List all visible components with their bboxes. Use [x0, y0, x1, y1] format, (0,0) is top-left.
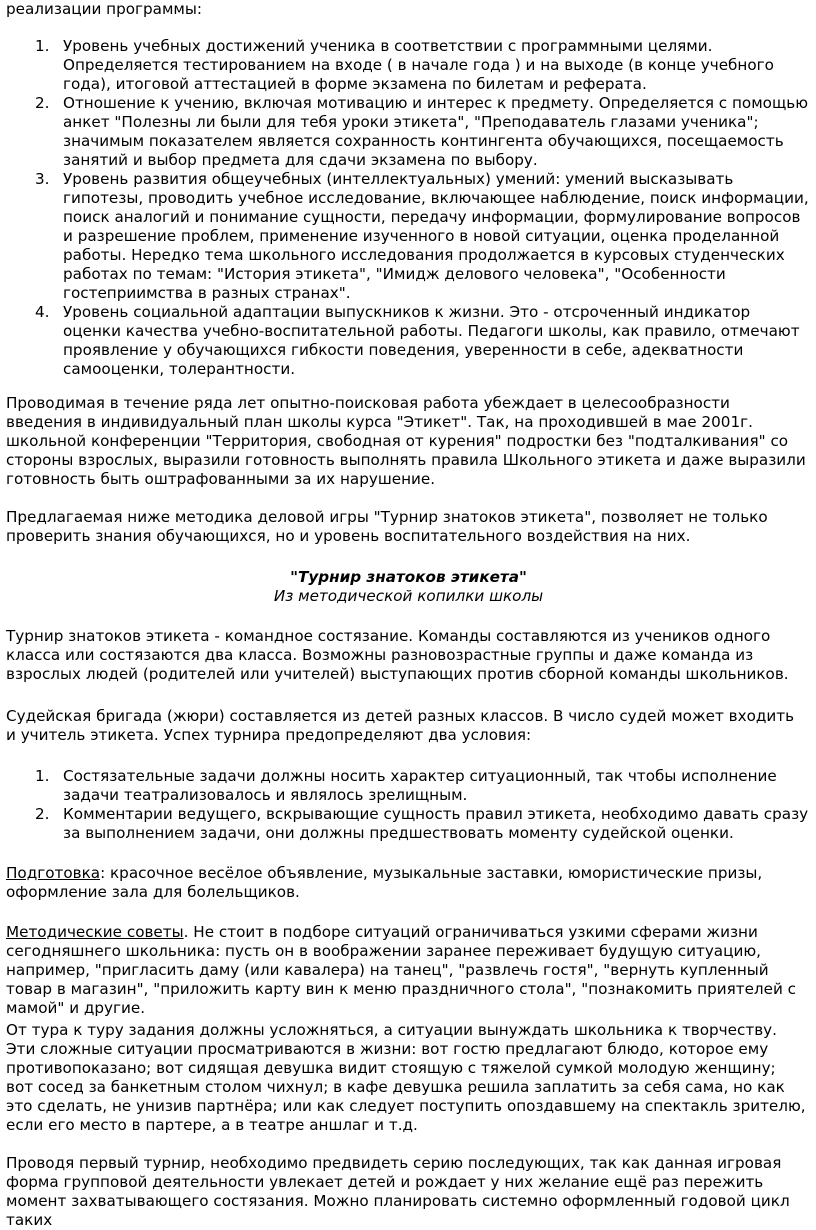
- list-item-number: 4.: [35, 303, 50, 321]
- list-item-text: Уровень социальной адаптации выпускников к жизни. Это - отсроченный индикатор оценки качества учебно-воспитательной работы. Педагоги школы, как правило, отмечают проявление у обучающихся гибкости поведения, уверенности в себе, адекватности самооценки, толерантности.: [63, 303, 800, 378]
- list-item-text: Уровень развития общеучебных (интеллектуальных) умений: умений высказывать гипотезы, проводить учебное исследование, включающее наблюдение, поиск информации, поиск аналогий и понимание сущности, передачу информации, формулирование вопросов и разрешение проблем, применение изученного в новой ситуации, оценка проделанной работы. Нередко тема школьного исследования продолжается в курсовых студенческих работах по темам: "История этикета", "Имидж делового человека", "Особенности гостеприимства в разных странах".: [63, 170, 809, 302]
- paragraph-preparation: [6, 864, 806, 902]
- paragraph-situations: От тура к туру задания должны усложняться, а ситуации вынуждать школьника к творчеству. Эти сложные ситуации просматриваются в жизни: вот гостю предлагают блюдо, которое ему противопоказано; вот сидящая девушка видит стоящую с тяжелой сумкой молодую женщину; вот сосед за банкетным столом чихнул; в кафе девушка решила заплатить за себя сама, но как это сделать, не унизив партнёра; или как следует поступить опоздавшему на спектакль зрителю, если его место в партере, а в театре аншлаг и т.д.: [6, 1021, 806, 1134]
- list-conditions: [6, 767, 811, 843]
- list-item: [6, 303, 811, 379]
- list-item-number: 1.: [35, 767, 50, 785]
- list-item-text: Уровень учебных достижений ученика в соответствии с программными целями. Определяется тестированием на входе ( в начале года ) и на выходе (в конце учебного года), итоговой аттестацией в форме экзамена по билетам и реферата.: [63, 37, 774, 93]
- preparation-label: Подготовка: [6, 864, 101, 882]
- list-item-number: 1.: [35, 37, 50, 55]
- paragraph-first-tournament: Проводя первый турнир, необходимо предвидеть серию последующих, так как данная игровая форма групповой деятельности увлекает детей и рождает у них желание ещё раз пережить момент захватывающего состязания. Можно планировать системно оформленный годовой цикл таких: [6, 1154, 790, 1229]
- paragraph-jury: Судейская бригада (жюри) составляется из детей разных классов. В число судей может входить и учитель этикета. Успех турнира предопределяют два условия:: [6, 707, 795, 744]
- paragraph-method-intro: Предлагаемая ниже методика деловой игры "Турнир знатоков этикета", позволяет не только проверить знания обучающихся, но и уровень воспитательного воздействия на них.: [6, 508, 768, 545]
- list-item: [6, 767, 811, 805]
- advice-label: Методические советы: [6, 923, 184, 941]
- paragraph-advice: [6, 923, 806, 1018]
- list-item-text: Состязательные задачи должны носить характер ситуационный, так чтобы исполнение задачи театрализовалось и являлось зрелищным.: [63, 767, 777, 804]
- list-item-number: 2.: [35, 94, 50, 112]
- section-heading: [6, 568, 811, 606]
- list-item: [6, 805, 811, 843]
- preparation-text: : красочное весёлое объявление, музыкальные заставки, юмористические призы, оформление зала для болельщиков.: [6, 864, 763, 901]
- paragraph-tournament: Турнир знатоков этикета - командное состязание. Команды составляются из учеников одного класса или состязаются два класса. Возможны разновозрастные группы и даже команда из взрослых людей (родителей или учителей) выступающих против сборной команды школьников.: [6, 627, 789, 683]
- list-item: [6, 170, 811, 303]
- intro-line: реализации программы:: [6, 0, 202, 18]
- section-subtitle: Из методической копилки школы: [273, 587, 544, 605]
- list-item: [6, 94, 811, 170]
- section-title: "Турнир знатоков этикета": [290, 568, 527, 586]
- list-evaluation-criteria: [6, 37, 811, 379]
- advice-text: . Не стоит в подборе ситуаций ограничиваться узкими сферами жизни сегодняшнего школьника: пусть он в воображении заранее переживает будущую ситуацию, например, "пригласить даму (или кавалера) на танец", "развлечь гостя", "вернуть купленный товар в магазин", "приложить карту вин к меню праздничного стола", "познакомить приятелей с мамой" и другие.: [6, 923, 797, 1017]
- list-item: [6, 37, 811, 94]
- list-item-number: 3.: [35, 170, 50, 188]
- paragraph-research: Проводимая в течение ряда лет опытно-поисковая работа убеждает в целесообразности введения в индивидуальный план школы курса "Этикет". Так, на проходившей в мае 2001г. школьной конференции "Территория, свободная от курения" подростки без "подталкивания" со стороны взрослых, выразили готовность выполнять правила Школьного этикета и даже выразили готовность быть оштрафованными за их нарушение.: [6, 394, 806, 488]
- list-item-number: 2.: [35, 805, 50, 823]
- list-item-text: Отношение к учению, включая мотивацию и интерес к предмету. Определяется с помощью анкет "Полезны ли были для тебя уроки этикета", "Преподаватель глазами ученика"; значимым показателем является сохранность контингента обучающихся, посещаемость занятий и выбор предмета для сдачи экзамена по выбору.: [63, 94, 808, 169]
- list-item-text: Комментарии ведущего, вскрывающие сущность правил этикета, необходимо давать сразу за выполнением задачи, они должны предшествовать моменту судейской оценки.: [63, 805, 809, 842]
